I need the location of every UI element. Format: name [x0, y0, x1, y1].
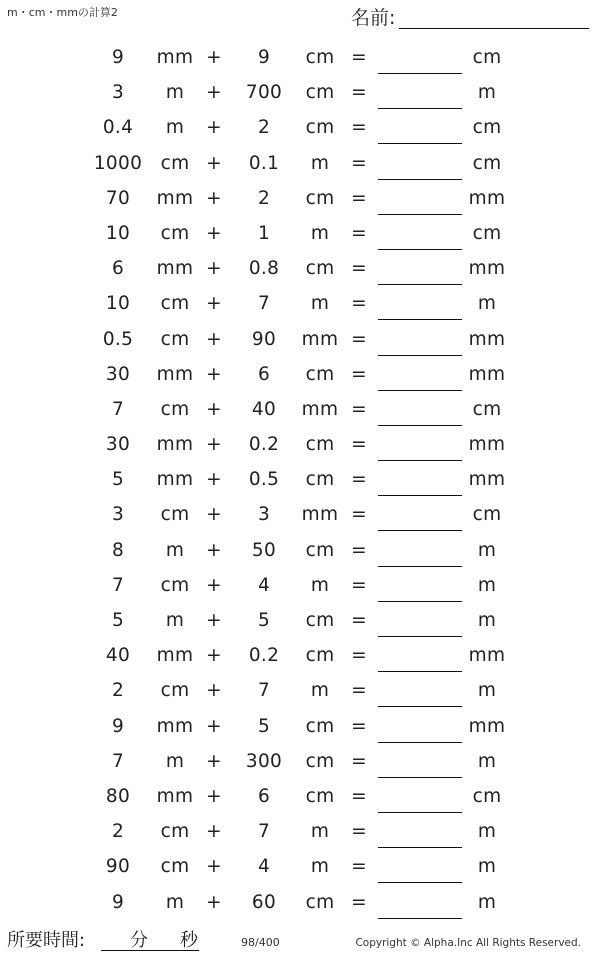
problem-row — [0, 849, 600, 884]
first-value: 9 — [111, 715, 125, 737]
answer-blank-line — [378, 495, 462, 496]
result-unit: m — [477, 610, 497, 631]
second-value: 4 — [257, 856, 271, 878]
second-unit: m — [310, 574, 330, 596]
plus-sign: + — [206, 574, 222, 596]
result-unit: m — [477, 821, 497, 843]
first-value: 7 — [111, 398, 125, 420]
equals-sign: = — [351, 117, 367, 139]
plus-sign: + — [206, 47, 222, 68]
second-unit: cm — [305, 82, 335, 104]
equals-sign: = — [351, 610, 367, 631]
second-unit: cm — [305, 645, 335, 667]
first-value: 10 — [105, 222, 131, 244]
second-unit: mm — [301, 504, 339, 526]
result-unit: m — [477, 750, 497, 772]
first-value: 30 — [105, 363, 131, 385]
first-unit: cm — [160, 574, 190, 596]
second-unit: cm — [305, 610, 335, 631]
answer-blank-line — [378, 882, 462, 883]
first-value: 70 — [105, 187, 131, 209]
problem-row — [0, 322, 600, 357]
worksheet-title: m・cm・mmの計算2 — [7, 6, 118, 19]
first-unit: cm — [160, 222, 190, 244]
first-unit: m — [165, 117, 185, 139]
second-value: 7 — [257, 821, 271, 843]
problem-row — [0, 568, 600, 603]
copyright-notice: Copyright © Alpha.Inc All Rights Reserved. — [355, 937, 581, 949]
minutes-label: 分 — [130, 930, 148, 951]
second-unit: m — [310, 152, 330, 174]
result-unit: cm — [472, 398, 502, 420]
second-value: 0.8 — [248, 258, 280, 280]
equals-sign: = — [351, 187, 367, 209]
first-value: 8 — [111, 539, 125, 561]
problem-row — [0, 814, 600, 849]
first-unit: m — [165, 82, 185, 104]
first-value: 9 — [111, 891, 125, 913]
first-unit: m — [165, 750, 185, 772]
plus-sign: + — [206, 610, 222, 631]
answer-blank-line — [378, 812, 462, 813]
answer-blank-line — [378, 143, 462, 144]
problem-row — [0, 216, 600, 251]
result-unit: cm — [472, 785, 502, 807]
second-unit: m — [310, 821, 330, 843]
result-unit: m — [477, 680, 497, 702]
second-unit: cm — [305, 539, 335, 561]
second-value: 300 — [245, 750, 283, 772]
answer-blank-line — [378, 566, 462, 567]
plus-sign: + — [206, 222, 222, 244]
result-unit: mm — [468, 469, 506, 491]
first-unit: m — [165, 610, 185, 631]
name-label: 名前: — [351, 7, 396, 29]
plus-sign: + — [206, 821, 222, 843]
second-value: 5 — [257, 610, 271, 631]
answer-blank-line — [378, 460, 462, 461]
second-unit: cm — [305, 715, 335, 737]
answer-blank-line — [378, 530, 462, 531]
first-value: 30 — [105, 434, 131, 456]
result-unit: m — [477, 891, 497, 913]
problem-row — [0, 357, 600, 392]
plus-sign: + — [206, 469, 222, 491]
result-unit: cm — [472, 222, 502, 244]
problem-row — [0, 638, 600, 673]
problem-row — [0, 392, 600, 427]
first-unit: cm — [160, 398, 190, 420]
problem-row — [0, 110, 600, 145]
problem-row — [0, 462, 600, 497]
second-unit: m — [310, 222, 330, 244]
first-unit: mm — [156, 47, 194, 68]
equals-sign: = — [351, 680, 367, 702]
first-unit: cm — [160, 152, 190, 174]
result-unit: mm — [468, 434, 506, 456]
answer-blank-line — [378, 390, 462, 391]
problem-row — [0, 533, 600, 568]
page-number: 98/400 — [241, 936, 280, 949]
second-unit: cm — [305, 258, 335, 280]
answer-blank-line — [378, 249, 462, 250]
plus-sign: + — [206, 293, 222, 315]
first-unit: cm — [160, 328, 190, 350]
first-value: 10 — [105, 293, 131, 315]
first-unit: mm — [156, 645, 194, 667]
problem-row — [0, 603, 600, 638]
problem-row — [0, 709, 600, 744]
equals-sign: = — [351, 363, 367, 385]
second-value: 5 — [257, 715, 271, 737]
result-unit: m — [477, 293, 497, 315]
equals-sign: = — [351, 82, 367, 104]
equals-sign: = — [351, 891, 367, 913]
first-unit: mm — [156, 715, 194, 737]
result-unit: m — [477, 574, 497, 596]
first-value: 0.4 — [102, 117, 134, 139]
first-value: 2 — [111, 680, 125, 702]
first-value: 3 — [111, 504, 125, 526]
result-unit: mm — [468, 328, 506, 350]
first-unit: cm — [160, 856, 190, 878]
problem-row — [0, 40, 600, 75]
answer-blank-line — [378, 918, 462, 919]
first-unit: mm — [156, 785, 194, 807]
second-unit: cm — [305, 117, 335, 139]
first-unit: cm — [160, 504, 190, 526]
plus-sign: + — [206, 258, 222, 280]
plus-sign: + — [206, 398, 222, 420]
first-value: 6 — [111, 258, 125, 280]
second-value: 6 — [257, 363, 271, 385]
equals-sign: = — [351, 645, 367, 667]
equals-sign: = — [351, 856, 367, 878]
result-unit: m — [477, 856, 497, 878]
equals-sign: = — [351, 750, 367, 772]
first-unit: m — [165, 539, 185, 561]
answer-blank-line — [378, 284, 462, 285]
plus-sign: + — [206, 645, 222, 667]
second-unit: cm — [305, 891, 335, 913]
equals-sign: = — [351, 47, 367, 68]
equals-sign: = — [351, 434, 367, 456]
first-value: 5 — [111, 610, 125, 631]
plus-sign: + — [206, 117, 222, 139]
time-taken-field — [7, 930, 202, 954]
result-unit: cm — [472, 152, 502, 174]
answer-blank-line — [378, 214, 462, 215]
second-value: 4 — [257, 574, 271, 596]
answer-blank-line — [378, 179, 462, 180]
result-unit: mm — [468, 363, 506, 385]
problem-row — [0, 497, 600, 532]
time-taken-label: 所要時間: — [7, 930, 86, 951]
second-value: 90 — [251, 328, 277, 350]
first-value: 7 — [111, 750, 125, 772]
first-value: 5 — [111, 469, 125, 491]
second-value: 0.2 — [248, 645, 280, 667]
plus-sign: + — [206, 856, 222, 878]
plus-sign: + — [206, 434, 222, 456]
first-value: 40 — [105, 645, 131, 667]
problem-row — [0, 744, 600, 779]
second-unit: cm — [305, 47, 335, 68]
plus-sign: + — [206, 82, 222, 104]
result-unit: mm — [468, 645, 506, 667]
equals-sign: = — [351, 328, 367, 350]
answer-blank-line — [378, 73, 462, 74]
plus-sign: + — [206, 539, 222, 561]
first-value: 90 — [105, 856, 131, 878]
second-unit: m — [310, 293, 330, 315]
second-unit: cm — [305, 469, 335, 491]
problem-row — [0, 427, 600, 462]
equals-sign: = — [351, 293, 367, 315]
second-value: 0.1 — [248, 152, 280, 174]
second-value: 9 — [257, 47, 271, 68]
answer-blank-line — [378, 706, 462, 707]
first-unit: cm — [160, 293, 190, 315]
problem-list — [0, 40, 600, 920]
second-value: 0.2 — [248, 434, 280, 456]
plus-sign: + — [206, 504, 222, 526]
plus-sign: + — [206, 785, 222, 807]
second-unit: m — [310, 680, 330, 702]
first-unit: mm — [156, 258, 194, 280]
second-value: 60 — [251, 891, 277, 913]
first-value: 9 — [111, 47, 125, 68]
plus-sign: + — [206, 715, 222, 737]
first-unit: mm — [156, 363, 194, 385]
first-value: 80 — [105, 785, 131, 807]
second-value: 2 — [257, 117, 271, 139]
second-value: 2 — [257, 187, 271, 209]
result-unit: m — [477, 539, 497, 561]
problem-row — [0, 286, 600, 321]
name-field — [351, 6, 591, 32]
second-unit: cm — [305, 750, 335, 772]
equals-sign: = — [351, 152, 367, 174]
plus-sign: + — [206, 363, 222, 385]
answer-blank-line — [378, 636, 462, 637]
equals-sign: = — [351, 258, 367, 280]
problem-row — [0, 181, 600, 216]
equals-sign: = — [351, 398, 367, 420]
problem-row — [0, 779, 600, 814]
equals-sign: = — [351, 785, 367, 807]
first-value: 2 — [111, 821, 125, 843]
equals-sign: = — [351, 539, 367, 561]
plus-sign: + — [206, 680, 222, 702]
second-value: 6 — [257, 785, 271, 807]
answer-blank-line — [378, 355, 462, 356]
result-unit: mm — [468, 187, 506, 209]
plus-sign: + — [206, 152, 222, 174]
answer-blank-line — [378, 847, 462, 848]
answer-blank-line — [378, 777, 462, 778]
result-unit: cm — [472, 117, 502, 139]
equals-sign: = — [351, 222, 367, 244]
second-value: 1 — [257, 222, 271, 244]
answer-blank-line — [378, 742, 462, 743]
first-unit: mm — [156, 434, 194, 456]
answer-blank-line — [378, 108, 462, 109]
answer-blank-line — [378, 319, 462, 320]
plus-sign: + — [206, 750, 222, 772]
answer-blank-line — [378, 671, 462, 672]
result-unit: mm — [468, 715, 506, 737]
second-value: 7 — [257, 293, 271, 315]
answer-blank-line — [378, 425, 462, 426]
plus-sign: + — [206, 187, 222, 209]
result-unit: cm — [472, 504, 502, 526]
second-value: 3 — [257, 504, 271, 526]
first-value: 0.5 — [102, 328, 134, 350]
problem-row — [0, 146, 600, 181]
equals-sign: = — [351, 504, 367, 526]
problem-row — [0, 251, 600, 286]
equals-sign: = — [351, 469, 367, 491]
second-value: 0.5 — [248, 469, 280, 491]
second-unit: cm — [305, 785, 335, 807]
second-value: 40 — [251, 398, 277, 420]
result-unit: mm — [468, 258, 506, 280]
second-unit: m — [310, 856, 330, 878]
first-value: 7 — [111, 574, 125, 596]
second-value: 700 — [245, 82, 283, 104]
first-unit: cm — [160, 821, 190, 843]
second-unit: mm — [301, 398, 339, 420]
first-unit: cm — [160, 680, 190, 702]
second-value: 50 — [251, 539, 277, 561]
name-blank-line — [399, 28, 589, 29]
first-value: 1000 — [93, 152, 143, 174]
second-unit: cm — [305, 363, 335, 385]
problem-row — [0, 673, 600, 708]
second-unit: mm — [301, 328, 339, 350]
second-value: 7 — [257, 680, 271, 702]
plus-sign: + — [206, 328, 222, 350]
second-unit: cm — [305, 434, 335, 456]
first-value: 3 — [111, 82, 125, 104]
answer-blank-line — [378, 601, 462, 602]
seconds-label: 秒 — [180, 930, 198, 951]
first-unit: mm — [156, 187, 194, 209]
first-unit: mm — [156, 469, 194, 491]
equals-sign: = — [351, 821, 367, 843]
equals-sign: = — [351, 574, 367, 596]
equals-sign: = — [351, 715, 367, 737]
problem-row — [0, 75, 600, 110]
plus-sign: + — [206, 891, 222, 913]
result-unit: m — [477, 82, 497, 104]
second-unit: cm — [305, 187, 335, 209]
result-unit: cm — [472, 47, 502, 68]
problem-row — [0, 885, 600, 920]
first-unit: m — [165, 891, 185, 913]
